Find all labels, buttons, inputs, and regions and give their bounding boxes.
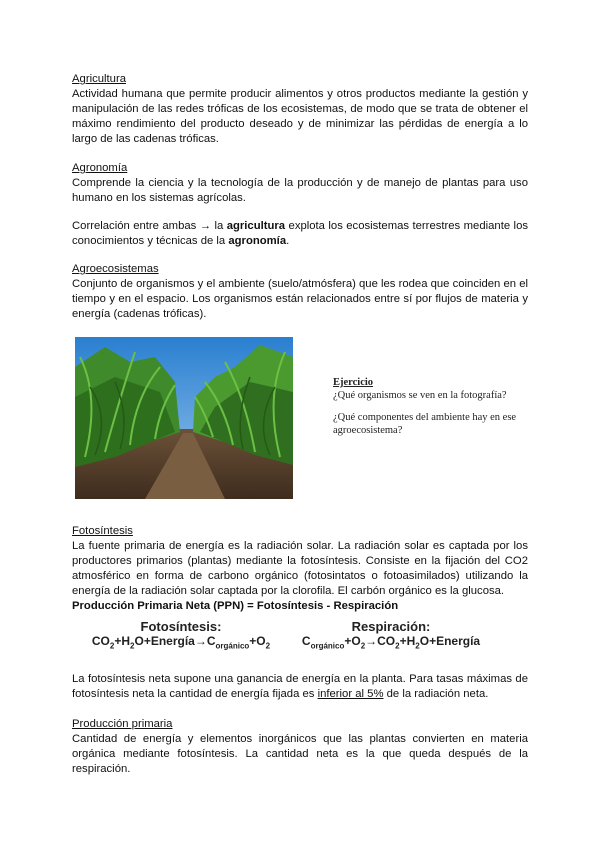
exercise-question-1: ¿Qué organismos se ven en la fotografía? <box>333 390 507 401</box>
heading-agricultura: Agricultura <box>72 73 126 85</box>
heading-agronomia: Agronomía <box>72 162 128 174</box>
ppn-equation: Producción Primaria Neta (PPN) = Fotosíntesis - Respiración <box>72 600 399 612</box>
neta-pre: La fotosíntesis neta supone una ganancia de energía en la planta. Para tasas máximas de fotosíntesis neta la cantidad de energía fijada es <box>72 673 528 700</box>
paragraph-produccion: Cantidad de energía y elementos inorgánicos que las plantas convierten en materia orgánica mediante fotosíntesis. La cantidad neta es la que queda después de la respiración. <box>72 733 528 775</box>
section-agronomia <box>72 161 528 206</box>
formula-respiracion <box>296 619 486 653</box>
paragraph-agronomia: Comprende la ciencia y la tecnología de la producción y de manejo de plantas para uso humano en los sistemas agrícolas. <box>72 177 528 204</box>
formula-fotosintesis <box>86 619 276 653</box>
paragraph-neta <box>72 672 528 702</box>
heading-agroecosistemas: Agroecosistemas <box>72 263 159 275</box>
section-correlacion <box>72 219 528 249</box>
formula-fotosintesis-title: Fotosíntesis: <box>140 619 222 634</box>
correlacion-pre: Correlación entre ambas → la <box>72 220 227 232</box>
correlacion-post: . <box>286 235 290 247</box>
section-agroecosistemas <box>72 262 528 322</box>
cornfield-photo <box>75 337 293 499</box>
exercise-title: Ejercicio <box>333 377 374 388</box>
formula-organico-2: orgánico <box>310 641 345 651</box>
paragraph-correlacion <box>72 219 528 249</box>
section-neta <box>72 672 528 702</box>
correlacion-mid: explota los ecosistemas terrestres mediante los conocimientos y técnicas de la <box>72 220 528 247</box>
formula-fotosintesis-equation: $CO_2+H_2O+Energía\to C_{orgánico}+O_2$ <box>91 634 271 651</box>
section-produccion <box>72 717 528 777</box>
paragraph-agroecosistemas: Conjunto de organismos y el ambiente (suelo/atmósfera) que les rodea que coinciden en el tiempo y en el espacio. Los organismos están relacionados entre sí por flujos de materia y energía (cadenas tróficas). <box>72 278 528 320</box>
exercise-box <box>333 376 533 437</box>
paragraph-fotosintesis: La fuente primaria de energía es la radiación solar. La radiación solar es captada por los productores primarios (plantas) mediante la fotosíntesis. Consiste en la fijación del CO2 atmosférico en forma de carbono orgánico (fotosintatos o fotoasimilados) utilizando la energía de la radiación solar captada por la clorofila. El carbón orgánico es la glucosa. <box>72 540 528 597</box>
formula-organico-1: orgánico <box>215 641 250 651</box>
paragraph-agricultura: Actividad humana que permite producir alimentos y otros productos mediante la gestión y manipulación de las redes tróficas de los ecosistemas, de modo que se trata de obtener el máximo rendimiento del producto deseado y de minimizar las pérdidas de energía a lo largo de las cadenas tróficas. <box>72 88 528 145</box>
neta-underline: inferior al 5% <box>317 688 384 700</box>
neta-post: de la radiación neta. <box>383 688 489 700</box>
exercise-question-2: ¿Qué componentes del ambiente hay en ese agroecosistema? <box>333 412 517 436</box>
correlacion-bold-agronomia: agronomía <box>228 235 287 247</box>
heading-fotosintesis: Fotosíntesis <box>72 525 133 537</box>
heading-produccion: Producción primaria <box>72 718 173 730</box>
formula-respiracion-title: Respiración: <box>351 619 431 634</box>
section-fotosintesis <box>72 524 528 614</box>
formula-row <box>72 619 528 653</box>
formula-respiracion-equation: $C_{orgánico}+O_2\to CO_2+H_2O+Energía$ <box>301 634 481 651</box>
correlacion-bold-agricultura: agricultura <box>226 220 286 232</box>
section-agricultura <box>72 72 528 147</box>
